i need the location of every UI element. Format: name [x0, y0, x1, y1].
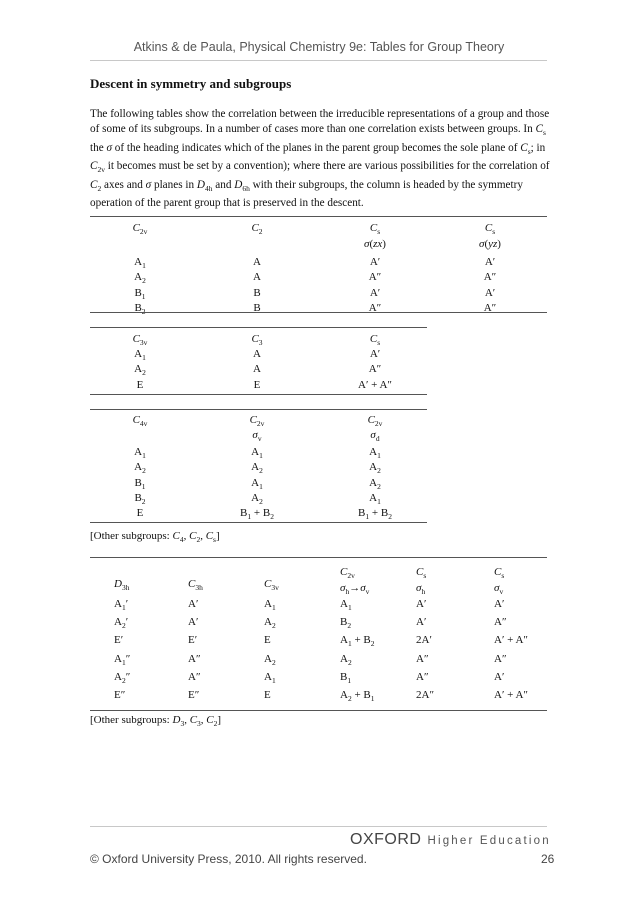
table-c3v-bottom-rule — [90, 394, 427, 395]
running-header: Atkins & de Paula, Physical Chemistry 9e: Tables for Group Theory — [133, 40, 505, 54]
table-c2v-cell: B — [253, 286, 261, 299]
table-c2v-header: $C_2$ — [251, 222, 263, 237]
table-c2v-cell: A′ — [369, 286, 381, 299]
table-d3h-header: $C_s$ — [416, 566, 427, 581]
oxford-logo — [350, 831, 551, 849]
table-c3v-header: $C_{3v}$ — [132, 333, 148, 348]
table-c2v-cell: A″ — [368, 301, 382, 314]
table-d3h-cell: 2A′ — [416, 634, 432, 647]
table-c3v-cell: E — [136, 378, 144, 391]
table-d3h-cell: E — [264, 689, 271, 701]
table-c4v-bottom-rule — [90, 522, 427, 523]
table-c4v-cell: $A_1$ — [369, 491, 381, 507]
intro-paragraph: The following tables show the correlation between the irreducible representations of a group and those of some of its subgroups. In a number of cases more than one correlation exists between groups. In $C_s$ the σ of the heading indicates which of the planes in the parent group becomes the sole plane of $C_s$; in $C_{2v}$ it becomes must be set by a convention); where there are various possibilities for the correlation of $C_2$ axes and σ planes in $D_{4h}$ and $D_{6h}$ with their subgroups, the column is headed by the symmetry operation of the parent group that is preserved in the descent. — [90, 108, 550, 210]
table-c2v-cell: A′ — [369, 256, 381, 268]
table-d3h-cell: E″ — [188, 689, 200, 701]
table-d3h-note: [Other subgroups: $D_3$, $C_3$, $C_2$] — [90, 714, 222, 729]
section-title: Descent in symmetry and subgroups — [90, 76, 292, 91]
table-d3h-cell: A″ — [416, 670, 429, 683]
table-d3h-cell: 2A″ — [416, 689, 435, 701]
table-d3h-subheader: $\sigma_h$ — [416, 582, 426, 597]
table-d3h-subheader: $\sigma_v$ — [494, 582, 504, 597]
footer-rule — [90, 826, 547, 827]
table-c2v-header: $C_{2v}$ — [132, 222, 148, 237]
header-rule — [90, 60, 547, 61]
table-c2v-top-rule — [90, 216, 547, 217]
table-c4v-header: $C_{2v}$ — [249, 414, 265, 429]
table-c4v-cell: $A_2$ — [251, 461, 263, 476]
table-d3h-cell: A″ — [416, 652, 429, 665]
table-d3h-cell: $A_2'$ — [114, 616, 129, 631]
table-c2v-header: $C_s$ — [484, 222, 496, 237]
table-d3h-cell: E″ — [114, 689, 126, 701]
table-c4v-subheader: $\sigma_d$ — [370, 429, 380, 444]
table-c2v-cell: A″ — [483, 301, 497, 314]
table-d3h-cell: E — [264, 634, 271, 647]
table-c4v-cell: $A_1$ — [251, 446, 263, 461]
table-d3h-header: $C_{3v}$ — [264, 578, 279, 593]
table-d3h-bottom-rule — [90, 710, 547, 711]
table-c2v-cell: $A_2$ — [134, 271, 146, 286]
table-d3h-header: $D_{3h}$ — [114, 578, 130, 593]
table-c3v-header: $C_s$ — [369, 333, 381, 348]
table-c3v-cell: $A_1$ — [134, 348, 146, 363]
table-c3v-header: $C_3$ — [251, 333, 263, 348]
table-d3h-cell: A′ + A″ — [494, 689, 528, 701]
table-c2v-subheader: σ(yz) — [479, 238, 501, 250]
table-c2v-cell: $B_1$ — [134, 286, 146, 301]
table-d3h-top-rule — [90, 557, 547, 558]
page-number: 26 — [541, 852, 555, 866]
table-d3h-subheader: $\sigma_h\to\sigma_v$ — [340, 582, 370, 597]
table-c4v-cell: $A_2$ — [369, 476, 381, 491]
table-c3v-cell: E — [253, 378, 261, 391]
table-d3h-cell: E′ — [114, 634, 124, 647]
copyright-notice: © Oxford University Press, 2010. All rights reserved. — [90, 852, 367, 866]
table-c4v-note: [Other subgroups: $C_4$, $C_2$, $C_s$] — [90, 530, 220, 545]
table-d3h-header: $C_s$ — [494, 566, 505, 581]
table-d3h-cell: A′ — [494, 670, 505, 683]
table-d3h-cell: A′ + A″ — [494, 634, 528, 647]
table-c2v-cell: $B_2$ — [134, 301, 146, 317]
table-c2v-cell: B — [253, 301, 261, 314]
table-c2v-bottom-rule — [90, 312, 547, 313]
table-c2v-header: $C_s$ — [369, 222, 381, 237]
table-d3h-cell: $A_1''$ — [114, 652, 131, 667]
table-c4v-header: $C_{2v}$ — [367, 414, 383, 429]
table-d3h-cell: A′ — [416, 598, 427, 610]
table-c2v-cell: A — [253, 271, 261, 284]
table-c3v-cell: A — [253, 348, 261, 360]
table-c4v-cell: $A_2$ — [134, 461, 146, 476]
table-c2v-cell: A′ — [484, 286, 496, 299]
table-c4v-cell: $A_1$ — [134, 446, 146, 461]
table-c2v-cell: A — [253, 256, 261, 268]
table-d3h-cell: $A_1'$ — [114, 598, 129, 613]
table-c4v-cell: $A_1$ — [251, 476, 263, 491]
table-c4v-cell: $B_1$ — [134, 476, 146, 491]
table-d3h-cell: $A_2$ — [264, 652, 276, 667]
table-d3h-cell: $A_1$ — [264, 598, 276, 613]
table-d3h-header: $C_{2v}$ — [340, 566, 355, 581]
table-d3h-cell: $A_2''$ — [114, 670, 131, 685]
table-d3h-header: $C_{3h}$ — [188, 578, 203, 593]
table-c4v-top-rule — [90, 409, 427, 410]
table-c3v-cell: A — [253, 363, 261, 376]
table-c4v-subheader: $\sigma_v$ — [252, 429, 262, 444]
table-c4v-cell: $A_2$ — [369, 461, 381, 476]
table-c2v-cell: A″ — [483, 271, 497, 284]
table-d3h-cell: $A_2$ — [264, 616, 276, 631]
oxford-brand: OXFORD — [350, 831, 422, 848]
table-c4v-cell: $A_2$ — [251, 491, 263, 507]
table-d3h-cell: $A_1 + B_2$ — [340, 634, 375, 649]
table-d3h-cell: $B_2$ — [340, 616, 352, 631]
table-d3h-cell: $A_2$ — [340, 652, 352, 667]
table-c3v-cell: A″ — [368, 363, 382, 376]
table-c4v-cell: $B_1 + B_2$ — [240, 507, 274, 522]
table-c3v-cell: A′ + A″ — [358, 378, 392, 391]
table-d3h-cell: A″ — [188, 652, 201, 665]
table-c4v-cell: $B_1 + B_2$ — [358, 507, 392, 522]
table-c4v-cell: $B_2$ — [134, 491, 146, 507]
table-d3h-cell: A″ — [494, 652, 507, 665]
table-c4v-header: $C_{4v}$ — [132, 414, 148, 429]
table-c2v-cell: A′ — [484, 256, 496, 268]
table-c4v-cell: $A_1$ — [369, 446, 381, 461]
oxford-brand-sub: Higher Education — [427, 835, 551, 847]
table-d3h-cell: A″ — [188, 670, 201, 683]
table-d3h-cell: E′ — [188, 634, 198, 647]
table-d3h-cell: A″ — [494, 616, 507, 629]
table-c3v-top-rule — [90, 327, 427, 328]
table-d3h-cell: $A_2 + B_1$ — [340, 689, 375, 704]
table-d3h-cell: A′ — [188, 616, 199, 629]
table-d3h-cell: A′ — [416, 616, 427, 629]
table-d3h-cell: A′ — [188, 598, 199, 610]
table-c4v-cell: E — [136, 507, 144, 520]
table-c2v-cell: A″ — [368, 271, 382, 284]
table-d3h-cell: $B_1$ — [340, 670, 352, 685]
table-d3h-cell: $A_1$ — [340, 598, 352, 613]
table-c2v-subheader: σ(zx) — [364, 238, 386, 250]
table-c3v-cell: $A_2$ — [134, 363, 146, 378]
table-c2v-cell: $A_1$ — [134, 256, 146, 271]
table-d3h-cell: $A_1$ — [264, 670, 276, 685]
table-d3h-cell: A′ — [494, 598, 505, 610]
table-c3v-cell: A′ — [369, 348, 381, 360]
